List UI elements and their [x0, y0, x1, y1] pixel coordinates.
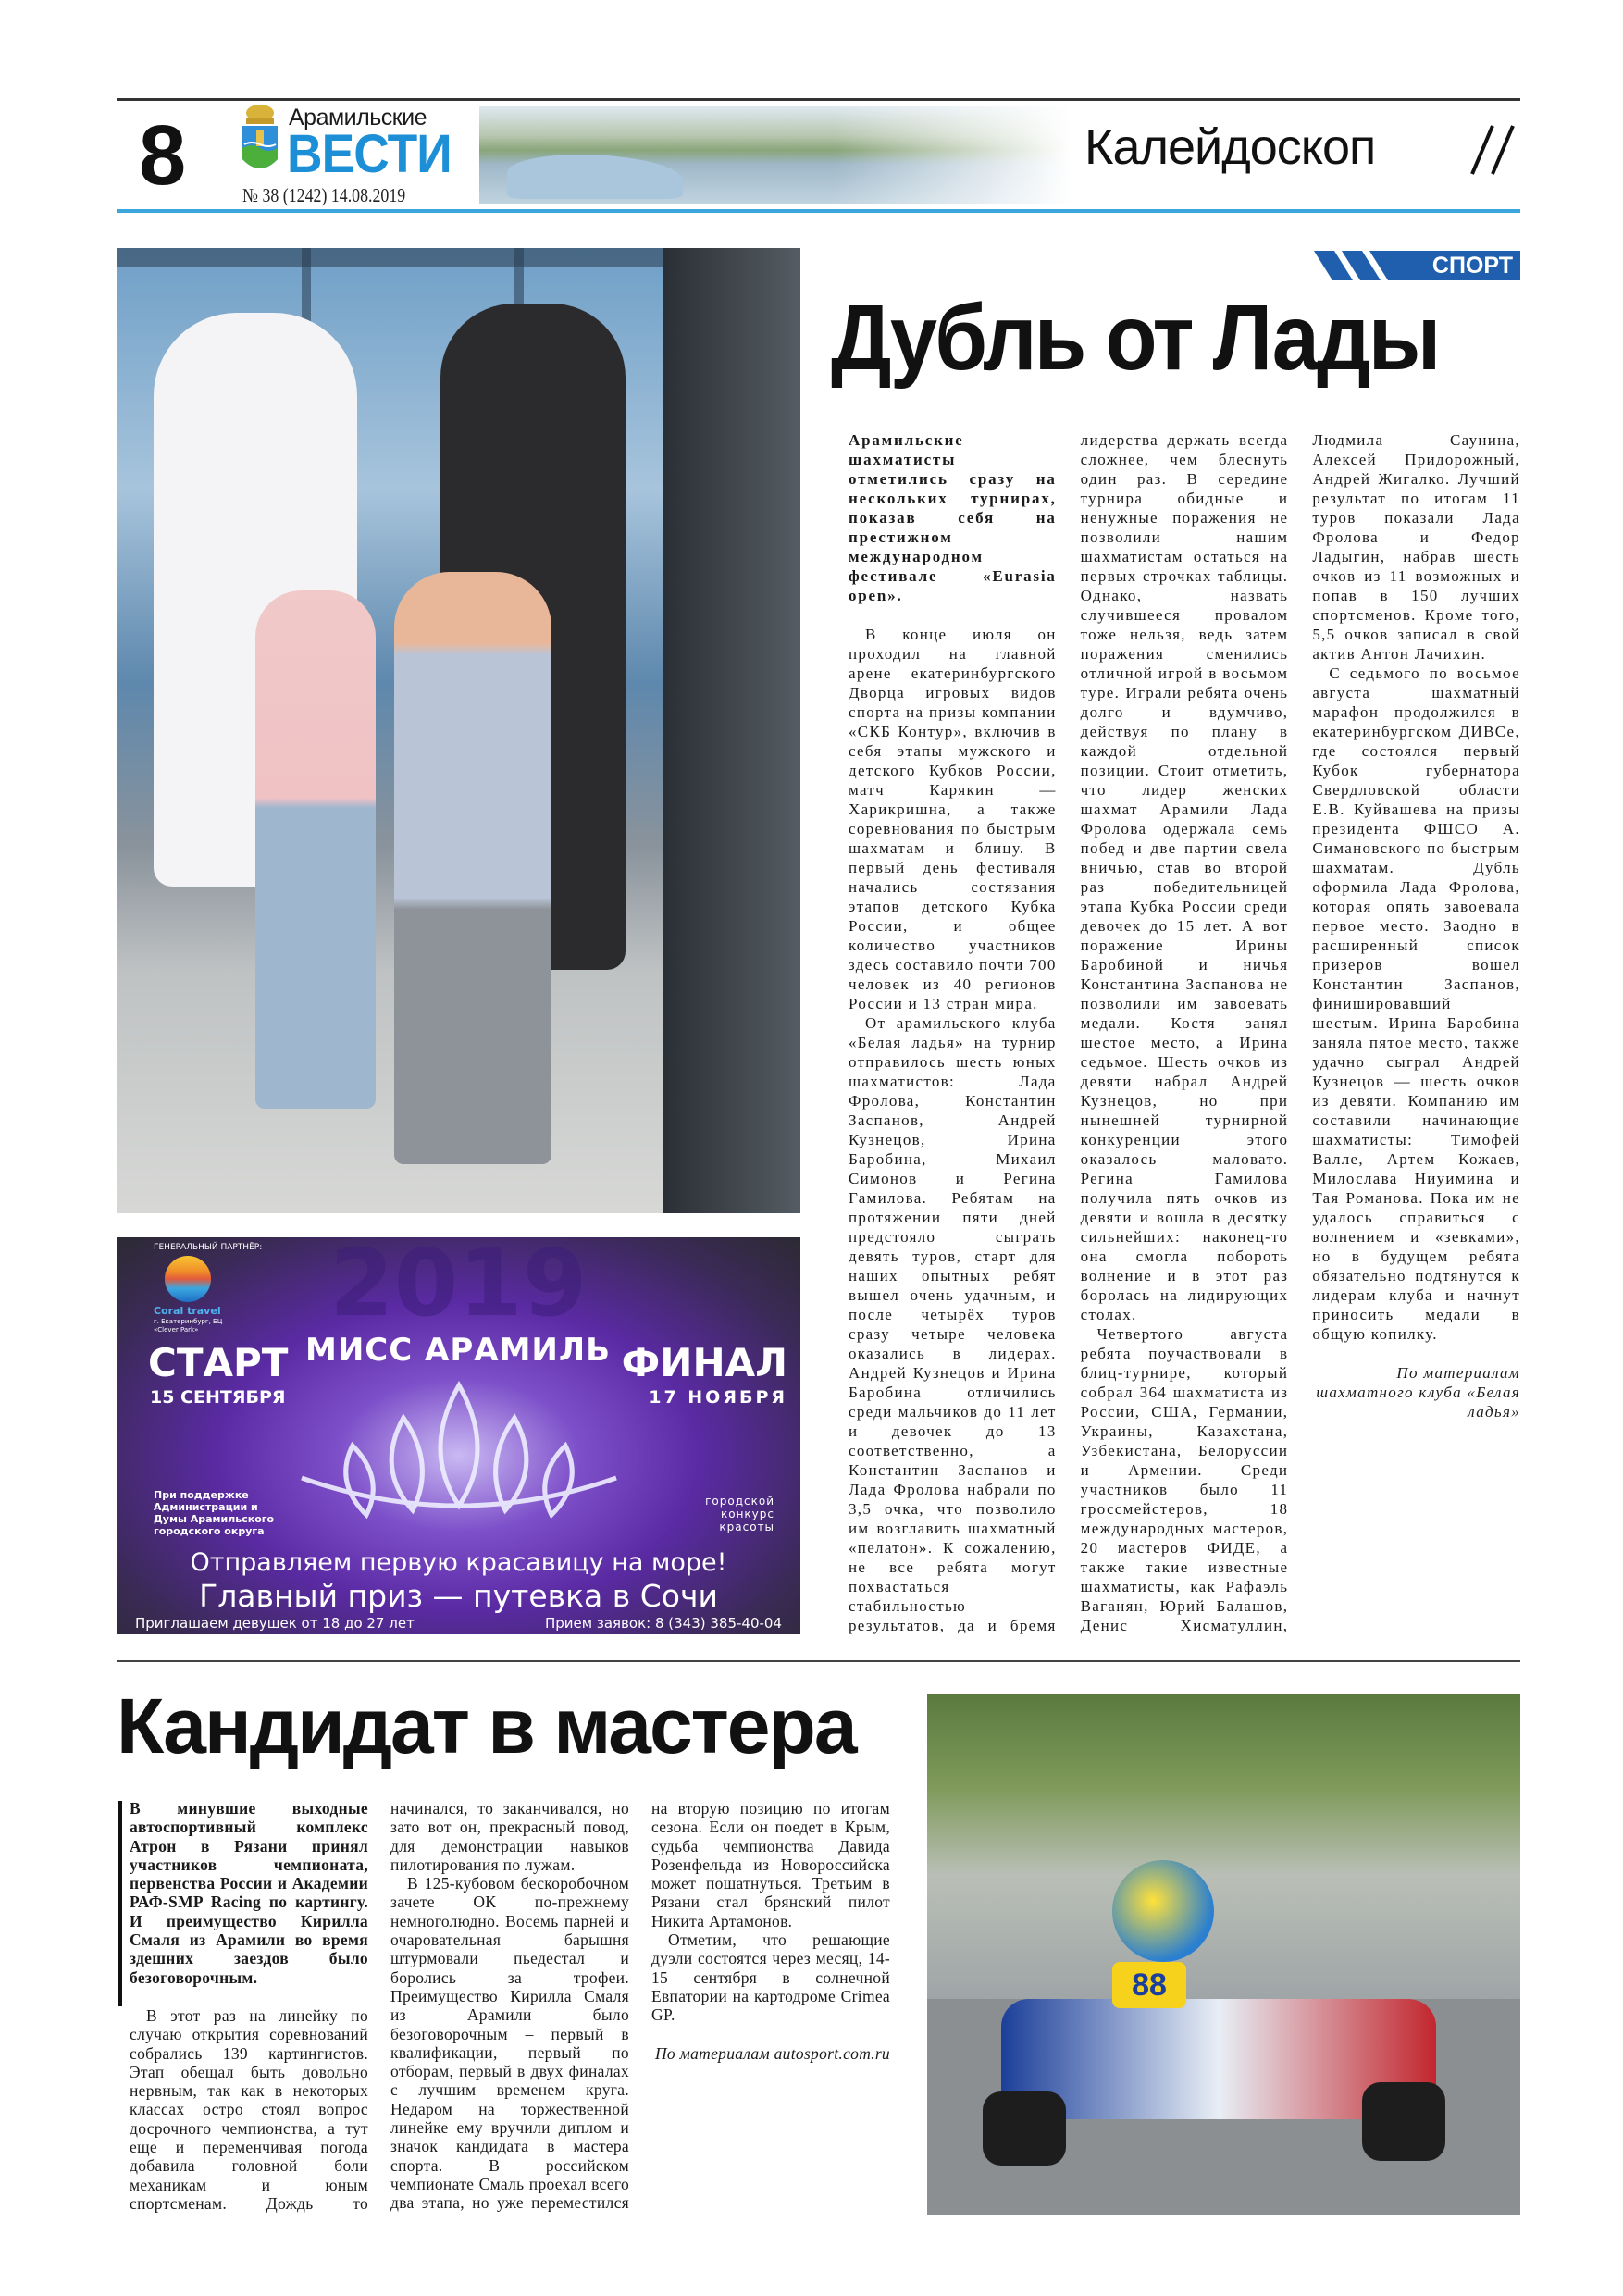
lead-bar [118, 1801, 122, 2006]
article-paragraph: В конце июля он проходил на главной арене екатеринбургского Дворца игровых видов спорта на призы компании «СКБ Контур», включив в себя этапы мужского и детского Кубков России, матч Карякин — Харикришна, а также соревнования по быстрым шахматам и блицу. В первый день фестиваля начались состязания этапов детского Кубка России, и общее количество участников здесь составило почти 700 человек из 40 регионов России и 13 стран мира. [849, 626, 1057, 1012]
boy-figure [394, 572, 551, 1164]
logo-top-text: Арамильские [289, 105, 427, 130]
ad-partner-address: г. Екатеринбург, БЦ «Clever Park» [154, 1318, 223, 1334]
ad-invite: Приглашаем девушек от 18 до 27 лет [135, 1615, 415, 1632]
double-slash-icon [1467, 122, 1518, 178]
ad-start-label: СТАРТ [148, 1340, 289, 1385]
top-rule [117, 98, 1520, 101]
logo-main-text: ВЕСТИ [287, 124, 452, 184]
ad-prize: Главный приз — путевка в Сочи [199, 1578, 718, 1614]
miss-aramil-advertisement [117, 1237, 800, 1634]
panorama-lake [507, 155, 683, 199]
ad-support-text: При поддержке Администрации и Думы Арамильского городского округа [154, 1489, 275, 1537]
article-title: Дубль от Лады [831, 286, 1439, 390]
girl-figure [255, 590, 376, 1109]
article2-paragraph: В этот раз на линейку по случаю открытия соревнований собрались 139 картингистов. Этап обещал быть довольно нервным, так как в некоторых классах остро стоял вопрос досрочного чемпионства, а тут еще и переменчивая погода добавила головной боли механикам и юным спортсменам. Дождь то начинался, то заканчивался, но зато вот он, прекрасный повод, для демонстрации навыков пилотирования по лужам. [130, 1799, 629, 2213]
header-panorama-image [479, 106, 1072, 204]
section-title: Калейдоскоп [1084, 119, 1376, 175]
page-number: 8 [139, 108, 187, 203]
article-body-columns [849, 430, 1520, 1638]
ad-year: 2019 [329, 1237, 588, 1337]
karting-photo [927, 1694, 1520, 2215]
rubric-label: СПОРТ [1431, 253, 1513, 279]
ad-final-label: ФИНАЛ [621, 1340, 787, 1385]
ad-start-date: 15 СЕНТЯБРЯ [150, 1387, 286, 1408]
ad-phone: Прием заявок: 8 (343) 385-40-04 [545, 1615, 782, 1632]
newspaper-logo [241, 104, 467, 207]
kart-wheel [1362, 2082, 1445, 2161]
partner-logo-icon [165, 1256, 211, 1302]
tiara-icon [274, 1376, 644, 1524]
section-divider [117, 1660, 1520, 1662]
article2-paragraph: Отметим, что решающие дуэли состоятся через месяц, 14-15 сентября в солнечной Евпатории на картодроме Crimea GP. [651, 1930, 890, 2025]
issue-number-date: № 38 (1242) 14.08.2019 [242, 184, 406, 206]
ad-slogan: Отправляем первую красавицу на море! [190, 1548, 727, 1577]
ad-contest-text: городской конкурс красоты [705, 1495, 774, 1533]
ad-partner-name: Coral travel [154, 1305, 221, 1317]
article2-lead: В минувшие выходные автоспортивный комплекс Атрон в Рязани принял участников чемпионата, первенства России и Академии РАФ-SMP Racing по картингу. И преимущество Кирилла Смаля из Арамили во время здешних заездов было безоговорочным. [130, 1799, 368, 1987]
article-paragraph: От арамильского клуба «Белая ладья» на турнир отправилось шесть юных шахматистов: Лада Фролова, Константин Заспанов, Андрей Кузнецов, Ирина Баробина, Михаил Симонов и Регина Гамилова. Ребятам на протяжении пяти дней предстояло сыграть девять туров, старт для наших опытных ребят вышел очень удачным, и после четырёх туров сразу четыре человека оказались в лидерах. Андрей Кузнецов и Ирина Баробина отличились среди мальчиков до 11 лет и девочек до 13 соответственно, а Константин Заспанов и Лада Фролова набрали по 3,5 очка, что позволило им возглавить шахматный «пелатон». К сожалению, не все ребята могут похвастаться стабильностью результатов, да и бремя лидерства держать всегда сложнее, чем блеснуть один раз. В середине турнира обидные и ненужные поражения не позволили нашим шахматистам остаться на первых строчках таблицы. Однако, назвать случившееся провалом тоже нельзя, ведь затем поражения сменились отличной игрой в восьмом туре. Играли ребята очень долго и вдумчиво, действуя по плану в каждой отдельной позиции. Стоит отметить, что лидер женских шахмат Арамили Лада Фролова одержала семь побед и две партии свела вничью, став во второй раз победительницей этапа Кубка России среди девочек до 15 лет. А вот поражение Ирины Баробиной и ничья Константина Заспанова не позволили им завоевать медали. Костя занял шестое место, а Ирина седьмое. Шесть очков из девяти набрал Андрей Кузнецов, но при нынешней турнирной конкуренции этого оказалось маловато. Регина Гамилова получила пять очков из девяти и вошла в десятку сильнейших: наконец-то она смогла побороть волнение и в этот раз боролась на лидирующих столах. [849, 431, 1289, 1634]
kart-wheel [983, 2091, 1066, 2166]
header-blue-rule [117, 209, 1520, 213]
article-source: По материалам шахматного клуба «Белая ладья» [1316, 1364, 1520, 1421]
article2-paragraph: В 125-кубовом бескоробочном зачете ОК по-прежнему немноголюдно. Восемь парней и очаровательная барышня штурмовали пьедестал и боролись за трофеи. Преимущество Кирилла Смаля из Арамили было безоговорочным – первый в квалификации, первый по отборам, первый в двух финалах с лучшим временем круга. Недаром на торжественной линейке ему вручили диплом и значок кандидата в мастера спорта. В российском чемпионате Смаль проехал всего два этапа, но уже переместился на вторую позицию по итогам сезона. Если он поедет в Крым, судьба чемпионства Давида Розенфельда из Новороссийска может пошатнуться. Третьим в Рязани стал брянский пилот Никита Артамонов. [390, 1799, 890, 2213]
ad-partner-label: ГЕНЕРАЛЬНЫЙ ПАРТНЁР: [154, 1243, 263, 1252]
article2-title: Кандидат в мастера [117, 1682, 856, 1769]
chess-players-photo [117, 248, 800, 1213]
article2-source: По материалам autosport.com.ru [654, 2043, 890, 2063]
ad-title: МИСС АРАМИЛЬ [305, 1332, 612, 1369]
article2-body-columns [130, 1799, 890, 2215]
rubric-badge [1314, 251, 1520, 280]
article-paragraph: Четвертого августа ребята поучаствовали в блиц-турнире, который собрал 364 шахматиста из России, США, Германии, Украины, Казахстана, Узбекистана, Белоруссии и Армении. Среди участников было 11 гроссмейстеров, 18 международных мастеров, 20 мастеров ФИДЕ, а также такие известные шахматисты, как Рафаэль Ваганян, Юрий Балашов, Денис Хисматуллин, Людмила Саунина, Алексей Придорожный, Андрей Жигалко. Лучший результат по итогам 11 туров показали Лада Фролова и Федор Ладыгин, набрав шесть очков из 11 возможных и попав в 150 лучших спортсменов. Кроме того, 5,5 очков записал в свой актив Антон Лачихин. [1080, 431, 1520, 1634]
town-crest-icon [241, 104, 279, 178]
driver-helmet [1112, 1860, 1214, 1962]
kart-number-plate: 88 [1112, 1962, 1186, 2008]
ad-final-date: 17 НОЯБРЯ [649, 1387, 787, 1408]
article-paragraph: С седьмого по восьмое августа шахматный марафон продолжился в екатеринбургском ДИВСе, где состоялся первый Кубок губернатора Свердловской области Е.В. Куйвашева на призы президента ФШСО А. Симановского по быстрым шахматам. Дубль оформила Лада Фролова, которая опять завоевала первое место. Заодно в расширенный список призеров вошел Константин Заспанов, финишировавший шестым. Ирина Баробина заняла пятое место, также удачно сыграл Андрей Кузнецов — шесть очков из девяти. Компанию им составили начинающие шахматисты: Тимофей Валле, Артем Кожаев, Милослава Ниуимина и Тая Романова. Пока им не удалось справиться с волнением и «зевками», но в будущем ребята обязательно подтянутся к лидерам клуба и начнут приносить медали в общую копилку. [1312, 664, 1520, 1343]
article-lead: Арамильские шахматисты отметились сразу на нескольких турнирах, показав себя на престижном международном фестивале «Eurasia open». [849, 431, 1057, 604]
